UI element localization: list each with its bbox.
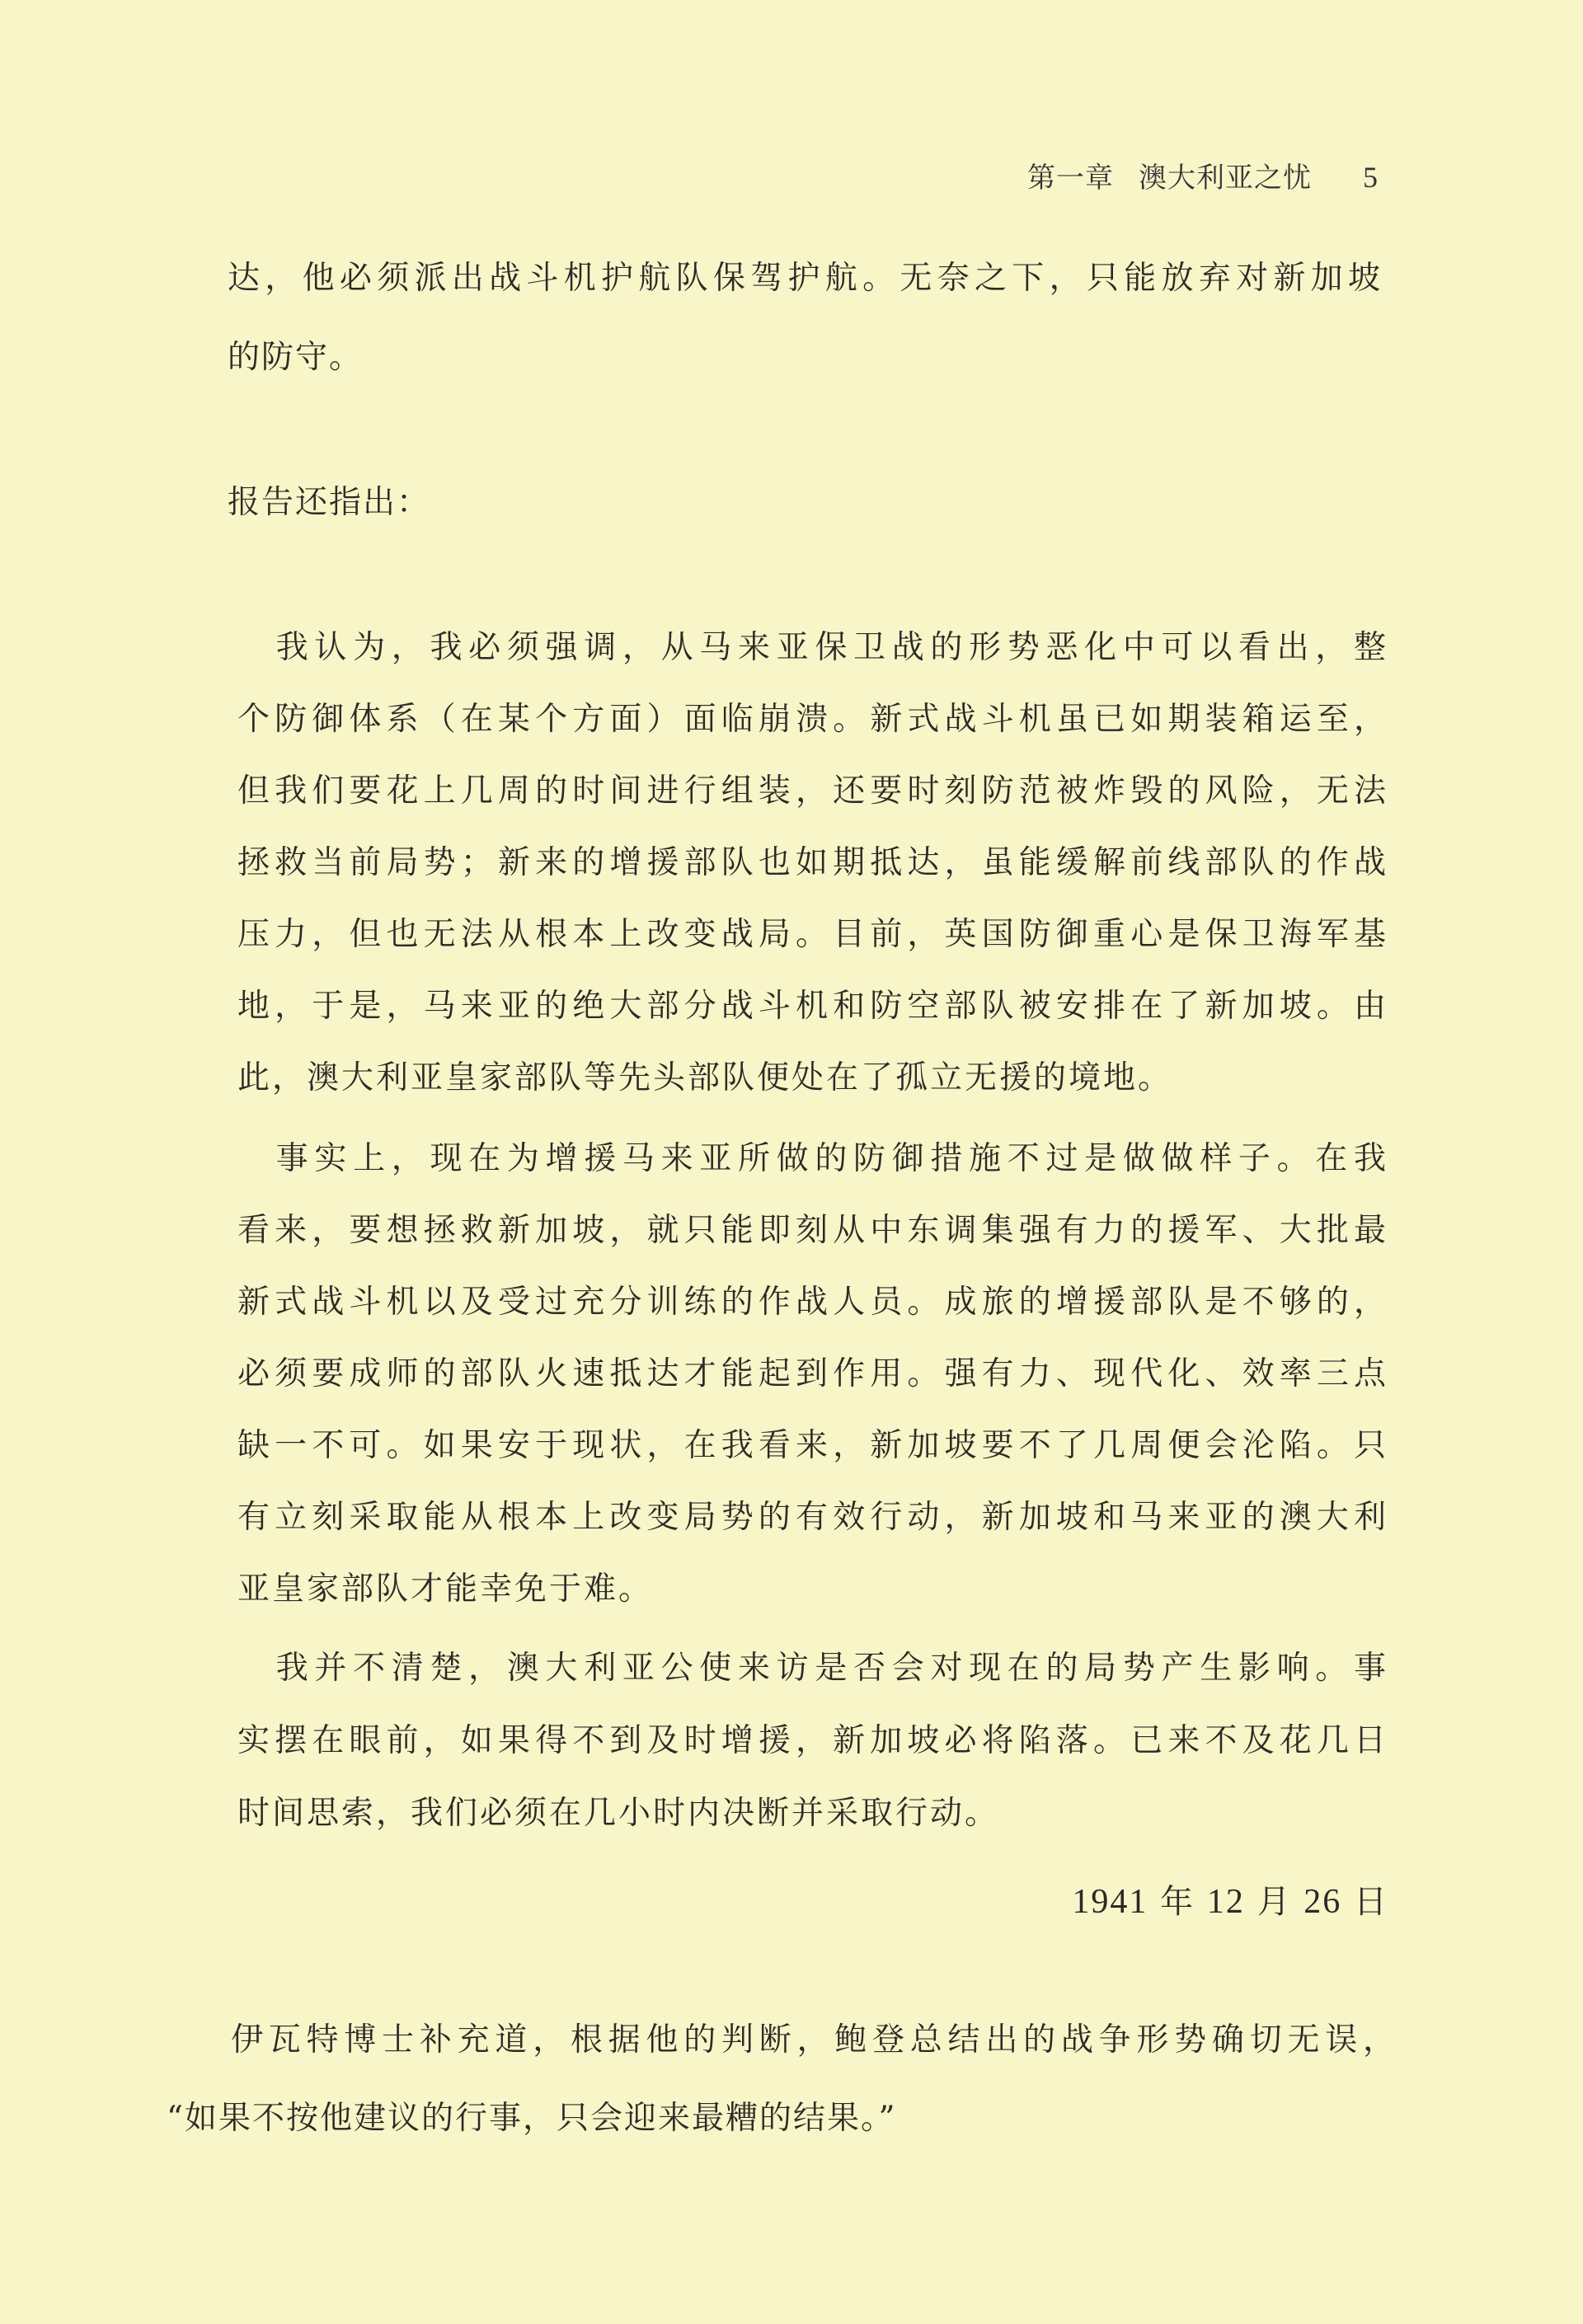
- date-year: 1941: [1072, 1883, 1148, 1921]
- quote-p1-line: 此，澳大利亚皇家部队等先头部队便处在了孤立无援的境地。: [237, 1059, 1173, 1096]
- chapter-label: 第一章: [1027, 162, 1114, 195]
- page-number: 5: [1363, 161, 1379, 194]
- closing-line-2: “如果不按他建议的行事，只会迎来最糟的结果。”: [167, 2100, 897, 2137]
- quote-p2-line: 事实上，现在为增援马来亚所做的防御措施不过是做做样子。在我: [237, 1140, 1388, 1177]
- quote-p2-line: 亚皇家部队才能幸免于难。: [237, 1570, 654, 1608]
- quote-p3-line: 我并不清楚，澳大利亚公使来访是否会对现在的局势产生影响。事: [237, 1650, 1388, 1687]
- date-year-unit: 年: [1160, 1883, 1195, 1921]
- quote-p1-line: 压力，但也无法从根本上改变战局。目前，英国防御重心是保卫海军基: [237, 916, 1388, 953]
- quote-p1-line: 地，于是，马来亚的绝大部分战斗机和防空部队被安排在了新加坡。由: [237, 988, 1388, 1025]
- date-day-unit: 日: [1354, 1883, 1388, 1921]
- quote-p1-line: 个防御体系（在某个方面）面临崩溃。新式战斗机虽已如期装箱运至，: [237, 701, 1388, 738]
- quote-p2-line: 看来，要想拯救新加坡，就只能即刻从中东调集强有力的援军、大批最: [237, 1212, 1388, 1249]
- quote-p2-line: 有立刻采取能从根本上改变局势的有效行动，新加坡和马来亚的澳大利: [237, 1499, 1388, 1536]
- quote-p1-line: 但我们要花上几周的时间进行组装，还要时刻防范被炸毁的风险，无法: [237, 772, 1388, 810]
- report-date: [1072, 1876, 1388, 1923]
- intro-line-1: 达，他必须派出战斗机护航队保驾护航。无奈之下，只能放弃对新加坡: [228, 260, 1382, 297]
- quote-p3-line: 实摆在眼前，如果得不到及时增援，新加坡必将陷落。已来不及花几日: [237, 1722, 1388, 1759]
- intro-line-2: 的防守。: [228, 339, 364, 376]
- report-label: 报告还指出：: [228, 484, 431, 521]
- date-month-unit: 月: [1257, 1883, 1292, 1921]
- quote-p1-line: 拯救当前局势；新来的增援部队也如期抵达，虽能缓解前线部队的作战: [237, 844, 1388, 881]
- quote-p2-line: 新式战斗机以及受过充分训练的作战人员。成旅的增援部队是不够的，: [237, 1284, 1388, 1321]
- quote-p2-line: 必须要成师的部队火速抵达才能起到作用。强有力、现代化、效率三点: [237, 1355, 1388, 1392]
- date-month: 12: [1206, 1883, 1245, 1921]
- running-header: [1027, 155, 1379, 195]
- date-day: 26: [1304, 1883, 1342, 1921]
- quote-p1-line: 我认为，我必须强调，从马来亚保卫战的形势恶化中可以看出，整: [237, 629, 1388, 666]
- quote-p2-line: 缺一不可。如果安于现状，在我看来，新加坡要不了几周便会沦陷。只: [237, 1427, 1388, 1464]
- chapter-title: 澳大利亚之忧: [1139, 162, 1312, 195]
- closing-line-1: 伊瓦特博士补充道，根据他的判断，鲍登总结出的战争形势确切无误，: [231, 2021, 1397, 2059]
- quote-p3-line: 时间思索，我们必须在几小时内决断并采取行动。: [237, 1795, 1000, 1832]
